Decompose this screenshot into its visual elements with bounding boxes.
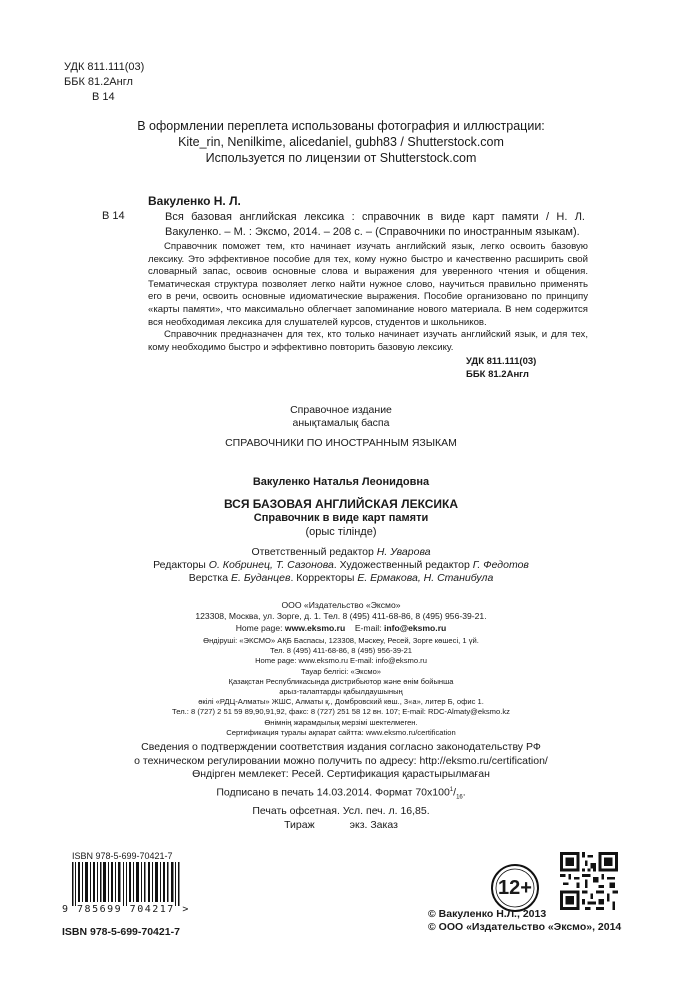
publisher-name: ООО «Издательство «Эксмо» [281,600,401,610]
publisher-block [0,600,682,634]
age-rating-badge [482,862,548,914]
publisher-address: 123308, Москва, ул. Зорге, д. 1. Тел. 8 (495) 411-68-86, 8 (495) 956-39-21. [195,611,487,622]
credit-label: . Художественный редактор [333,559,470,571]
language-note: (орыс тілінде) [305,526,377,538]
qr-code-icon [560,852,618,910]
credit-line [0,546,682,559]
home-label: Home page: [235,622,283,633]
kz-line: Өндіруші: «ЭКСМО» АҚБ Баспасы, 123308, Мәскеу, Ресей, Зорге көшесі, 1 үй. [203,636,479,645]
kz-line: Тауар белгісі: «Эксмо» [300,666,382,676]
bbk-code: ББК 81.2Англ [466,369,529,380]
classification-top [64,60,144,105]
edition-type [0,404,682,430]
kz-line: Сертификация туралы ақпарат сайтта: www.eksmo.ru/certification [226,727,456,737]
copyright-publisher: © ООО «Издательство «Эксмо», 2014 [428,921,622,933]
credit-label: Редакторы [153,559,206,571]
author-heading: Вакуленко Н. Л. [148,194,241,208]
edition-type-kz: анықтамалық баспа [292,417,390,429]
credits [0,546,682,585]
credit-name: Е. Ермакова, Н. Станибула [357,572,494,584]
credit-line [0,572,682,585]
cert-line: Өндірген мемлекет: Ресей. Сертификация қарастырылмаған [192,768,490,780]
classification-bottom [466,355,536,381]
kz-line: Тел. 8 (495) 411-68-86, 8 (495) 956-39-21 [269,646,413,656]
cert-line: Сведения о подтверждении соответствия издания согласно законодательству РФ [141,741,541,753]
certification-block [0,741,682,782]
copyright-block [428,908,621,934]
edition-type-ru: Справочное издание [290,404,392,416]
email-label: E-mail: [354,622,382,633]
kz-line: өкілі «РДЦ-Алматы» ЖШС, Алматы қ., Домбровский көш., 3«а», литер Б, офис 1. [198,697,484,707]
age-rating-text: 12+ [498,877,532,899]
credit-name: Г. Федотов [472,559,529,571]
credit-name: Н. Уварова [376,546,431,558]
kz-line: Home page: www.eksmo.ru E-mail: info@eksmo.ru [255,656,427,666]
credit-label: . Корректоры [290,572,355,584]
series-name: СПРАВОЧНИКИ ПО ИНОСТРАННЫМ ЯЗЫКАМ [225,437,457,449]
email-link[interactable]: info@eksmo.ru [383,622,447,633]
print-run-line: Тираж экз. Заказ [284,818,398,831]
credit-label: Ответственный редактор [251,546,374,558]
design-note-line: В оформлении переплета использованы фотография и иллюстрации: [137,119,545,133]
credit-label: Верстка [188,572,229,584]
credit-name: Е. Буданцев [231,572,291,584]
author-code: В 14 [92,91,115,103]
design-note-line: Kite_rin, Nenilkime, alicedaniel, gubh83 / Shutterstock.com [178,135,504,149]
home-link[interactable]: www.eksmo.ru [284,622,346,633]
credit-name: О. Кобринец, Т. Сазонова [208,559,334,571]
author-full-name: Вакуленко Наталья Леонидовна [252,476,430,488]
credit-line [0,559,682,572]
abstract-paragraph: Справочник предназначен для тех, кто только начинает изучать английский язык, и для тех, кому необходимо быстро и эффективно повторить базовую лексику. [148,329,588,353]
print-offset-line: Печать офсетная. Усл. печ. л. 16,85. [252,805,430,818]
udc-code: УДК 811.111(03) [64,61,145,73]
abstract-paragraph: Справочник поможет тем, кто начинает изучать английский язык, легко освоить базовую лексику. Это эффективное пособие для тех, кому нужно быстро и качественно расширить свой словарный запас, освоив основные слова и выражения для уверенного чтения и общения. Тематическая структура позволяет легко найти нужное слово, научиться правильно применять его в речи, освоить основные идиоматические выражения. Пособие организовано по принципу «карты памяти», что максимально облегчает запоминание нового материала. В нем содержится вся необходимая лексика для слушателей курсов, студентов и школьников. [148,241,588,328]
kz-line: Қазақстан Республикасында дистрибьютор және өнім бойынша [228,676,454,686]
barcode-digits: 9 785699 704217 > [62,904,190,915]
kz-line: арыз-талаптарды қабылдаушының [279,687,403,697]
design-note-line: Используется по лицензии от Shutterstock.com [205,151,477,165]
publisher-contacts [0,623,682,634]
kz-line: Өнімнің жарамдылық мерзімі шектелмеген. [264,717,418,727]
book-code: В 14 [102,210,125,222]
isbn-bottom: ISBN 978-5-699-70421-7 [62,926,180,938]
cert-line: о техническом регулировании можно получить по адресу: http://eksmo.ru/certification/ [134,754,548,767]
isbn-top: ISBN 978-5-699-70421-7 [72,851,173,861]
bibliographic-description: Вся базовая английская лексика : справочник в виде карт памяти / Н. Л. Вакуленко. – М. : Эксмо, 2014. – 208 с. – (Справочники по иностранным языкам). [165,211,585,238]
udc-code: УДК 811.111(03) [466,356,537,367]
bbk-code: ББК 81.2Англ [64,76,133,88]
cover-design-note [0,118,682,166]
kz-publisher-block [0,636,682,738]
book-title: ВСЯ БАЗОВАЯ АНГЛИЙСКАЯ ЛЕКСИКА [223,497,459,511]
book-subtitle: Справочник в виде карт памяти [253,512,429,524]
kz-line: Тел.: 8 (727) 2 51 59 89,90,91,92, факс: 8 (727) 251 58 12 вн. 107; E-mail: RDC-Almaty@eksmo.kz [172,707,510,717]
copyright-author: © Вакуленко Н.Л., 2013 [428,908,547,920]
print-signed-line: Подписано в печать 14.03.2014. Формат $70x100^1/_{16}$. [216,786,466,801]
abstract [148,241,588,354]
print-info [0,784,682,832]
